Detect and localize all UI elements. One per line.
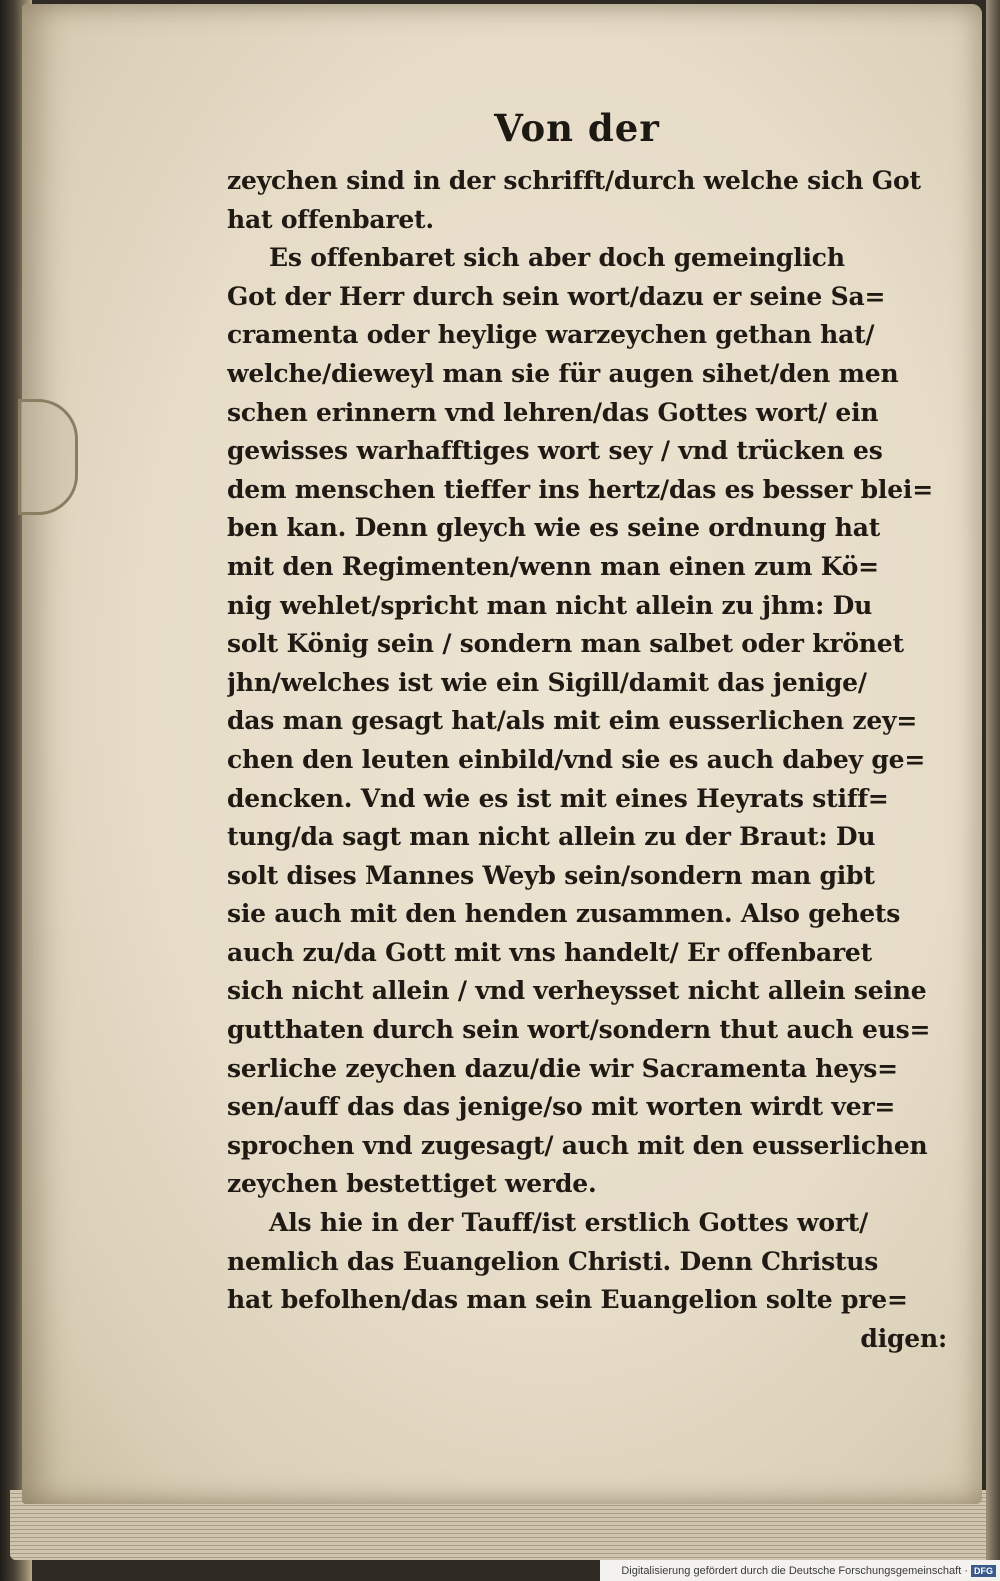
text-line: cramenta oder heylige warzeychen gethan hat/ (227, 320, 875, 350)
text-line: hat offenbaret. (227, 204, 434, 234)
right-page-edge (986, 0, 1000, 1560)
footer-credit-text: Digitalisierung gefördert durch die Deutsche Forschungsgemeinschaft · (621, 1564, 968, 1577)
text-line: dem menschen tieffer ins hertz/das es besser blei= (227, 474, 933, 504)
text-line: solt König sein / sondern man salbet oder krönet (227, 629, 904, 659)
text-line: serliche zeychen dazu/die wir Sacramenta heys= (227, 1053, 898, 1083)
text-line: zeychen bestettiget werde. (227, 1169, 597, 1199)
text-line: Es offenbaret sich aber doch gemeinglich (269, 243, 845, 273)
text-line: mit den Regimenten/wenn man einen zum Kö= (227, 551, 879, 581)
clasp-shape (18, 399, 78, 515)
text-line: sie auch mit den henden zusammen. Also gehets (227, 899, 901, 929)
text-line: ben kan. Denn gleych wie es seine ordnung hat (227, 513, 881, 543)
dfg-logo-icon: DFG (971, 1565, 996, 1577)
text-line: sprochen vnd zugesagt/ auch mit den eusserlichen (227, 1130, 928, 1160)
text-line: tung/da sagt man nicht allein zu der Braut: Du (227, 822, 876, 852)
text-line: chen den leuten einbild/vnd sie es auch dabey ge= (227, 744, 926, 774)
book-page (22, 4, 982, 1504)
digitization-footer (600, 1560, 1000, 1581)
text-line: welche/dieweyl man sie für augen sihet/den men (227, 358, 899, 388)
text-line: Got der Herr durch sein wort/dazu er seine Sa= (227, 281, 886, 311)
text-line: gewisses warhafftiges wort sey / vnd trücken es (227, 436, 883, 466)
text-line: digen: (860, 1323, 947, 1353)
text-line: auch zu/da Gott mit vns handelt/ Er offenbaret (227, 937, 872, 967)
text-line: nemlich das Euangelion Christi. Denn Christus (227, 1246, 879, 1276)
text-line: solt dises Mannes Weyb sein/sondern man gibt (227, 860, 875, 890)
text-line: dencken. Vnd wie es ist mit eines Heyrats stiff= (227, 783, 889, 813)
text-line: jhn/welches ist wie ein Sigill/damit das jenige/ (227, 667, 867, 697)
text-line: das man gesagt hat/als mit eim eusserlichen zey= (227, 706, 918, 736)
text-line: gutthaten durch sein wort/sondern thut auch eus= (227, 1015, 931, 1045)
text-line: zeychen sind in der schrifft/durch welche sich Got (227, 166, 921, 195)
text-line: hat befolhen/das man sein Euangelion solte pre= (227, 1285, 908, 1315)
running-head: Von der (494, 106, 660, 150)
text-line: schen erinnern vnd lehren/das Gottes wort/ ein (227, 397, 879, 427)
text-line: sich nicht allein / vnd verheysset nicht allein seine (227, 976, 927, 1006)
text-line: Als hie in der Tauff/ist erstlich Gottes wort/ (269, 1208, 869, 1238)
body-text (227, 162, 947, 1358)
text-line: nig wehlet/spricht man nicht allein zu jhm: Du (227, 590, 873, 620)
text-line: sen/auff das das jenige/so mit worten wirdt ver= (227, 1092, 896, 1122)
